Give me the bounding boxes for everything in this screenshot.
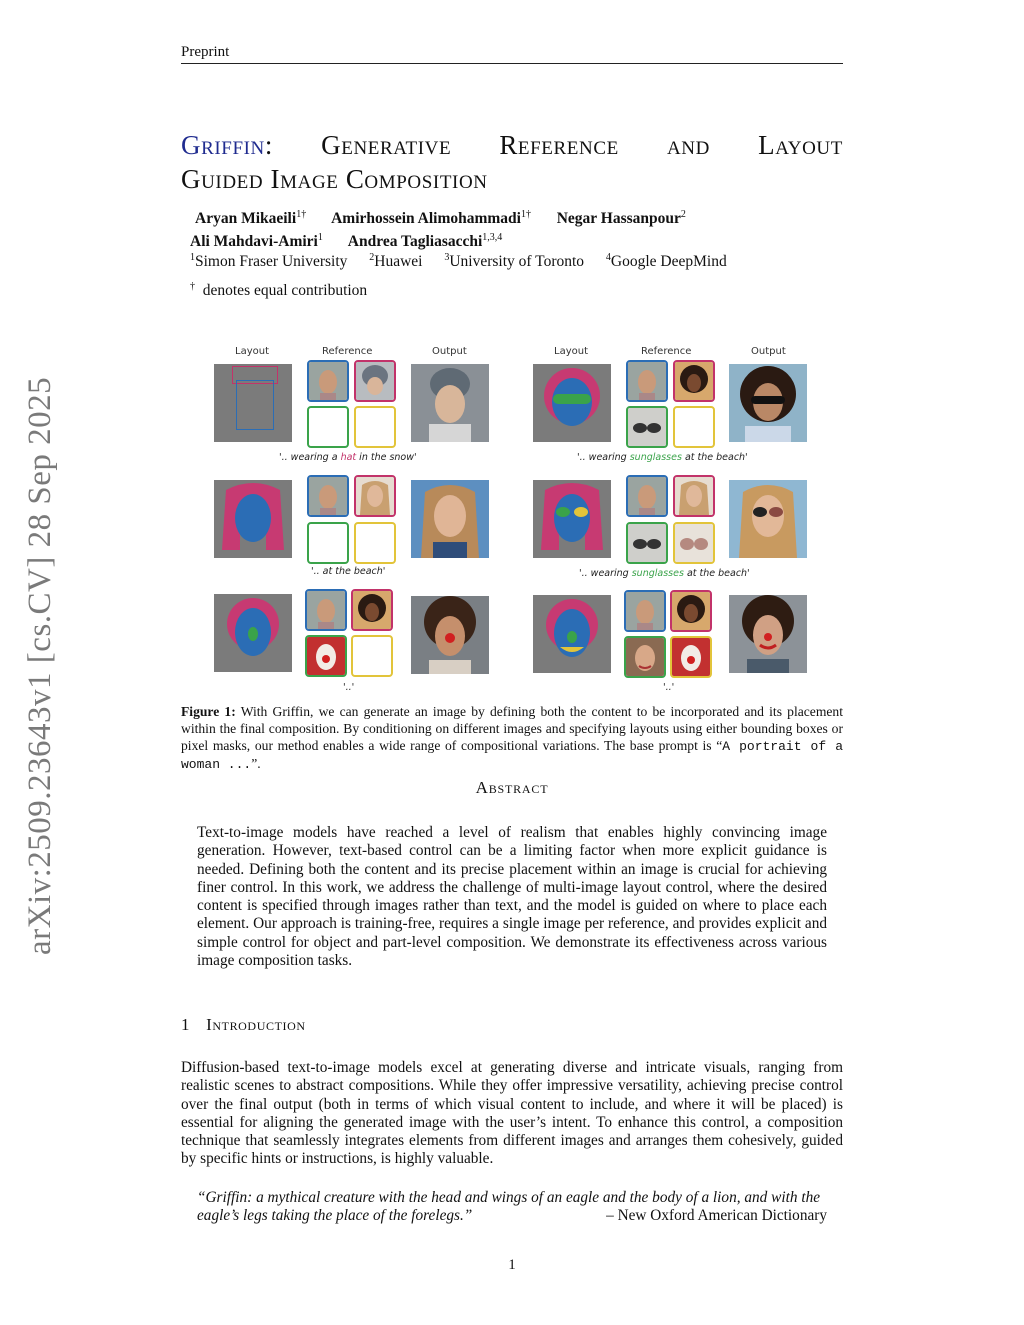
figure-1 (211, 342, 811, 697)
affiliation-name: University of Toronto (449, 253, 585, 271)
output-image (729, 480, 807, 558)
reference-hair-image (670, 590, 712, 632)
author-name: Ali Mahdavi-Amiri (190, 233, 318, 251)
row-caption: '..' (663, 682, 675, 693)
abstract-body: Text-to-image models have reached a level of realism that enables highly convincing image generation. However, text-based control can be a limiting factor when more explicit guidance is needed. Defining both the content and its precise placement within an image is crucial for achieving finer control. In this work, we address the challenge of multi-image layout control, where the desired content is specified through images rather than text, and the model is guided on where to place each element. Our approach is training-free, requires a single image per reference, and provides explicit and simple control for object and part-level composition. We demonstrate its effectiveness across various image composition tasks. (197, 824, 827, 970)
column-header-reference: Reference (641, 346, 692, 357)
affiliation-name: Google DeepMind (610, 253, 727, 271)
reference-clown-image (305, 635, 347, 677)
reference-empty-slot (354, 522, 396, 564)
equal-contribution-note (190, 281, 367, 300)
reference-sunglasses-image (626, 406, 668, 448)
author-affiliation-mark: 2 (680, 209, 686, 220)
epigraph-quote (197, 1189, 827, 1226)
reference-hair-image (673, 360, 715, 402)
dagger-mark: † (190, 281, 195, 292)
reference-face-image (624, 590, 666, 632)
author-affiliation-mark: 1† (296, 209, 307, 220)
layout-mask (214, 480, 292, 558)
output-image (411, 596, 489, 674)
quote-text: “Griffin: a mythical creature with the head and wings of an eagle and the body of a lion, and with the eagle’s legs taking the place of the forelegs.” (197, 1189, 821, 1225)
section-number: 1 (181, 1015, 191, 1034)
reference-empty-slot (673, 406, 715, 448)
author-affiliation-mark: 1† (520, 209, 531, 220)
output-image (729, 364, 807, 442)
affiliation-mark: 3 (444, 252, 450, 263)
layout-mask (533, 364, 611, 442)
title-word: Layout (758, 130, 843, 160)
reference-empty-slot (351, 635, 393, 677)
reference-empty-slot (354, 406, 396, 448)
affiliation-name: Simon Fraser University (195, 253, 348, 271)
section-title: Introduction (206, 1015, 306, 1034)
reference-face-image (305, 589, 347, 631)
column-header-reference: Reference (322, 346, 373, 357)
column-header-output: Output (751, 346, 786, 357)
author-name: Aryan Mikaeili (195, 210, 297, 228)
reference-face-image (624, 636, 666, 678)
page-number: 1 (508, 1257, 516, 1273)
affiliation-mark: 2 (369, 252, 375, 263)
output-image (411, 364, 489, 442)
caption-end: ”. (251, 756, 261, 771)
reference-clown-image (670, 636, 712, 678)
reference-hat-image (354, 360, 396, 402)
reference-sunglasses-image (626, 522, 668, 564)
title-colon: : (264, 130, 273, 160)
equal-contribution-text: denotes equal contribution (202, 282, 368, 300)
reference-face-image (626, 475, 668, 517)
affiliation-mark: 4 (605, 252, 611, 263)
title-word: and (666, 130, 710, 160)
row-caption: '..' (343, 682, 355, 693)
author-list (190, 205, 830, 251)
figure-label: Figure 1: (181, 704, 236, 719)
reference-empty-slot (307, 522, 349, 564)
affiliations (190, 252, 745, 271)
reference-face-image (307, 360, 349, 402)
reference-face-image (626, 360, 668, 402)
row-caption: '.. wearing sunglasses at the beach' (579, 568, 750, 579)
introduction-paragraph: Diffusion-based text-to-image models excel at generating diverse and intricate visuals, ranging from realistic scenes to abstract compositions. While they offer impressive versatility, achieving precise control over the final output (both in terms of which visual content to include, and where it will be placed) is essential for aligning the generated image with the user’s intent. To enhance this control, a composition technique that seamlessly integrates elements from different images and arranges them cohesively, guided by specific hints or instructions, is highly valuable. (181, 1059, 843, 1168)
author-name: Amirhossein Alimohammadi (331, 210, 521, 228)
column-header-layout: Layout (554, 346, 588, 357)
reference-hair-image (354, 475, 396, 517)
row-caption: '.. wearing sunglasses at the beach' (577, 452, 748, 463)
author-affiliation-mark: 1 (317, 232, 323, 244)
title-name: Griffin (181, 130, 265, 160)
author-name: Negar Hassanpour (556, 210, 681, 228)
layout-mask (533, 595, 611, 673)
abstract-heading: Abstract (475, 778, 549, 797)
title-word: Generative (321, 130, 452, 160)
layout-bbox (214, 364, 292, 442)
affiliation-mark: 1 (190, 252, 195, 263)
quote-source: – New Oxford American Dictionary (606, 1207, 827, 1225)
affiliation-name: Huawei (374, 253, 423, 271)
author-name: Andrea Tagliasacchi (347, 233, 483, 251)
base-prompt: A portrait of a woman ... (181, 739, 843, 772)
arxiv-identifier: arXiv:2509.23643v1 [cs.CV] 28 Sep 2025 (22, 376, 58, 955)
figure-caption-text: With Griffin, we can generate an image by defining both the content to be incorporated and its placement within the final composition. By conditioning on different images and specifying layouts using either bounding boxes or pixel masks, our method enables a wide range of compositional variations. The base prompt is “ (181, 704, 844, 753)
paper-title (181, 128, 843, 196)
author-affiliation-mark: 1,3,4 (482, 232, 503, 244)
reference-hair-image (351, 589, 393, 631)
layout-mask (214, 594, 292, 672)
row-caption: '.. at the beach' (311, 566, 386, 577)
figure-caption (181, 703, 843, 773)
output-image (729, 595, 807, 673)
title-line-2: Guided Image Composition (181, 164, 488, 194)
column-header-layout: Layout (235, 346, 269, 357)
reference-face-image (307, 475, 349, 517)
reference-empty-slot (307, 406, 349, 448)
section-heading (181, 1015, 306, 1035)
layout-mask (533, 480, 611, 558)
running-header: Preprint (181, 44, 843, 64)
row-caption: '.. wearing a hat in the snow' (279, 452, 417, 463)
column-header-output: Output (432, 346, 467, 357)
title-word: Reference (499, 130, 619, 160)
reference-sunglasses-image (673, 522, 715, 564)
output-image (411, 480, 489, 558)
reference-hair-image (673, 475, 715, 517)
